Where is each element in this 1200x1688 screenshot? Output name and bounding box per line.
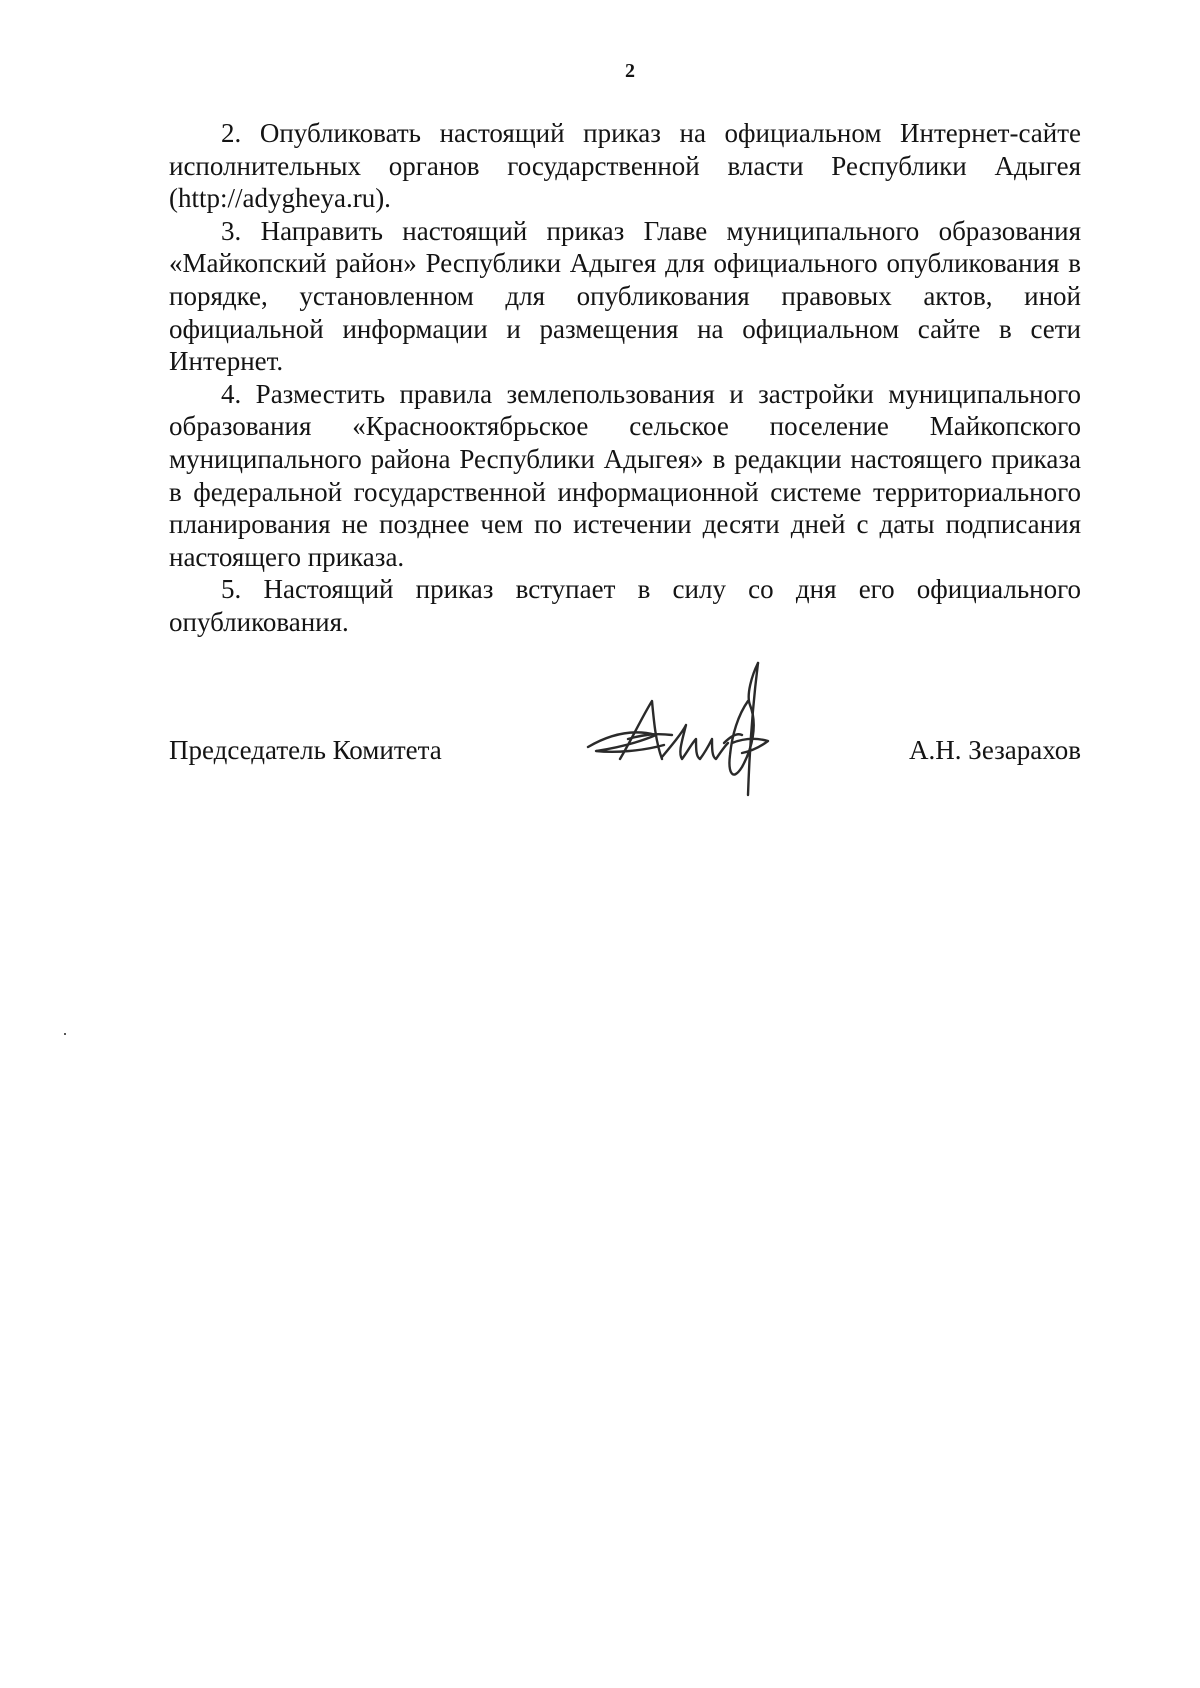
handwritten-signature	[582, 655, 802, 805]
scan-speck	[64, 1033, 66, 1035]
document-body	[169, 117, 1081, 639]
paragraph-item-2: 2. Опубликовать настоящий приказ на официальном Интернет-сайте исполнительных органов государственной власти Республики Адыгея (http://adygheya.ru).	[169, 118, 1081, 214]
paragraph-item-4: 4. Разместить правила землепользования и застройки муниципального образования «Краснооктябрьское сельское поселение Майкопского муниципального района Республики Адыгея» в редакции настоящего приказа в федеральной государственной информационной системе территориального планирования не позднее чем по истечении десяти дней с даты подписания настоящего приказа.	[169, 378, 1081, 572]
paragraph-item-5: 5. Настоящий приказ вступает в силу со дня его официального опубликования.	[169, 574, 1081, 637]
signer-title: Председатель Комитета	[169, 735, 442, 765]
paragraph-item-3: 3. Направить настоящий приказ Главе муниципального образования «Майкопский район» Республики Адыгея для официального опубликования в порядке, установленном для опубликования правовых актов, иной официальной информации и размещения на официальном сайте в сети Интернет.	[169, 215, 1081, 377]
signer-name: А.Н. Зезарахов	[909, 735, 1081, 765]
page-number: 2	[625, 60, 635, 82]
